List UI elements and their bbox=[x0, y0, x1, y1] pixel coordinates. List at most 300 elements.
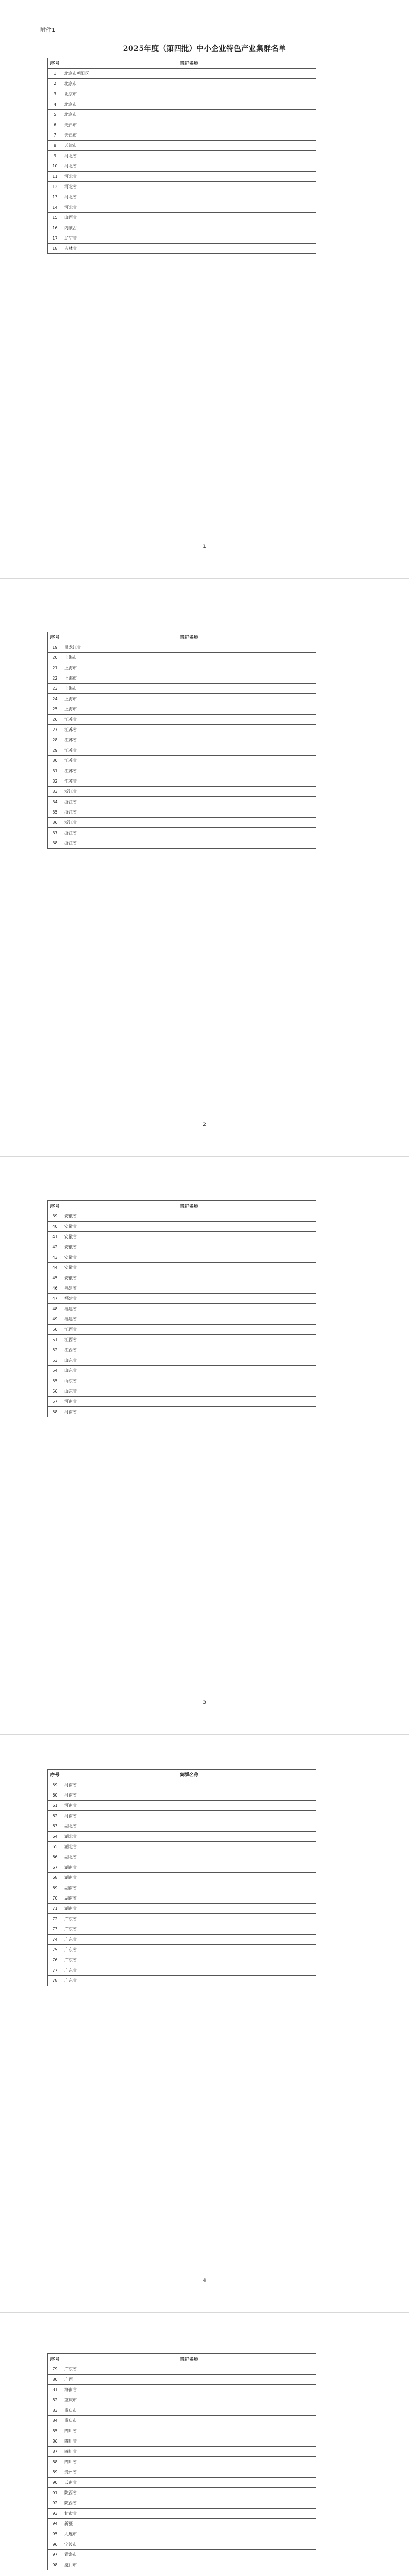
cluster-name: 河北省 bbox=[62, 202, 316, 213]
row-number: 2 bbox=[48, 79, 62, 89]
cluster-name: 河南省 bbox=[62, 1407, 316, 1417]
cluster-name: 广西 bbox=[62, 2375, 316, 2385]
table-row bbox=[48, 776, 316, 787]
page-divider bbox=[0, 2312, 409, 2313]
table-row bbox=[48, 735, 316, 745]
table-row bbox=[48, 756, 316, 766]
table-row bbox=[48, 766, 316, 776]
table-row bbox=[48, 2560, 316, 2570]
cluster-name: 四川省 bbox=[62, 2436, 316, 2447]
table-row bbox=[48, 1294, 316, 1304]
table-row bbox=[48, 694, 316, 704]
row-number: 60 bbox=[48, 1790, 62, 1801]
row-number: 51 bbox=[48, 1335, 62, 1345]
cluster-name: 安徽省 bbox=[62, 1273, 316, 1283]
row-number: 25 bbox=[48, 704, 62, 715]
cluster-name: 河南省 bbox=[62, 1397, 316, 1407]
table-row bbox=[48, 2405, 316, 2416]
row-number: 65 bbox=[48, 1842, 62, 1852]
table-row bbox=[48, 1397, 316, 1407]
cluster-name: 上海市 bbox=[62, 704, 316, 715]
cluster-name: 广东省 bbox=[62, 2364, 316, 2375]
row-number: 5 bbox=[48, 110, 62, 120]
row-number: 71 bbox=[48, 1904, 62, 1914]
row-number: 52 bbox=[48, 1345, 62, 1355]
cluster-name: 江苏省 bbox=[62, 725, 316, 735]
table-row bbox=[48, 787, 316, 797]
row-number: 88 bbox=[48, 2457, 62, 2467]
table-header-number: 序号 bbox=[48, 1201, 62, 1211]
cluster-name: 四川省 bbox=[62, 2447, 316, 2457]
row-number: 78 bbox=[48, 1976, 62, 1986]
row-number: 20 bbox=[48, 653, 62, 663]
cluster-name: 河北省 bbox=[62, 182, 316, 192]
cluster-table-page-4 bbox=[47, 1769, 316, 1986]
row-number: 24 bbox=[48, 694, 62, 704]
row-number: 28 bbox=[48, 735, 62, 745]
row-number: 73 bbox=[48, 1924, 62, 1935]
row-number: 14 bbox=[48, 202, 62, 213]
table-row bbox=[48, 1386, 316, 1397]
row-number: 97 bbox=[48, 2550, 62, 2560]
row-number: 89 bbox=[48, 2467, 62, 2478]
cluster-name: 宁波市 bbox=[62, 2539, 316, 2550]
cluster-name: 广东省 bbox=[62, 1955, 316, 1965]
table-row bbox=[48, 2498, 316, 2509]
row-number: 77 bbox=[48, 1965, 62, 1976]
table-row bbox=[48, 2447, 316, 2457]
row-number: 49 bbox=[48, 1314, 62, 1325]
table-row bbox=[48, 2385, 316, 2395]
row-number: 22 bbox=[48, 673, 62, 684]
row-number: 21 bbox=[48, 663, 62, 673]
cluster-name: 河北省 bbox=[62, 161, 316, 172]
cluster-name: 河北省 bbox=[62, 192, 316, 202]
row-number: 29 bbox=[48, 745, 62, 756]
table-row bbox=[48, 642, 316, 653]
row-number: 57 bbox=[48, 1397, 62, 1407]
table-row bbox=[48, 69, 316, 79]
row-number: 72 bbox=[48, 1914, 62, 1924]
table-row bbox=[48, 1790, 316, 1801]
table-row bbox=[48, 2364, 316, 2375]
table-row bbox=[48, 2529, 316, 2539]
row-number: 83 bbox=[48, 2405, 62, 2416]
cluster-name: 福建省 bbox=[62, 1294, 316, 1304]
row-number: 48 bbox=[48, 1304, 62, 1314]
cluster-name: 湖北省 bbox=[62, 1821, 316, 1832]
table-row bbox=[48, 2457, 316, 2467]
cluster-name: 重庆市 bbox=[62, 2395, 316, 2405]
row-number: 26 bbox=[48, 715, 62, 725]
table-row bbox=[48, 1407, 316, 1417]
cluster-name: 河北省 bbox=[62, 172, 316, 182]
cluster-name: 山东省 bbox=[62, 1386, 316, 1397]
cluster-name: 北京市 bbox=[62, 89, 316, 99]
table-row bbox=[48, 715, 316, 725]
table-header-number: 序号 bbox=[48, 632, 62, 642]
cluster-name: 陕西省 bbox=[62, 2488, 316, 2498]
row-number: 32 bbox=[48, 776, 62, 787]
table-row bbox=[48, 1945, 316, 1955]
row-number: 11 bbox=[48, 172, 62, 182]
cluster-name: 安徽省 bbox=[62, 1252, 316, 1263]
cluster-name: 山东省 bbox=[62, 1366, 316, 1376]
table-row bbox=[48, 663, 316, 673]
table-row bbox=[48, 818, 316, 828]
cluster-name: 重庆市 bbox=[62, 2416, 316, 2426]
table-row bbox=[48, 141, 316, 151]
row-number: 9 bbox=[48, 151, 62, 161]
cluster-name: 湖南省 bbox=[62, 1873, 316, 1883]
document-title: 2025年度（第四批）中小企业特色产业集群名单 bbox=[123, 45, 286, 53]
cluster-name: 辽宁省 bbox=[62, 233, 316, 244]
cluster-name: 北京市 bbox=[62, 110, 316, 120]
row-number: 38 bbox=[48, 838, 62, 849]
cluster-name: 陕西省 bbox=[62, 2498, 316, 2509]
table-row bbox=[48, 2539, 316, 2550]
row-number: 66 bbox=[48, 1852, 62, 1862]
row-number: 34 bbox=[48, 797, 62, 807]
table-row bbox=[48, 1314, 316, 1325]
row-number: 85 bbox=[48, 2426, 62, 2436]
table-row bbox=[48, 1801, 316, 1811]
table-header-number: 序号 bbox=[48, 58, 62, 69]
table-row bbox=[48, 89, 316, 99]
row-number: 96 bbox=[48, 2539, 62, 2550]
cluster-name: 福建省 bbox=[62, 1314, 316, 1325]
cluster-name: 广东省 bbox=[62, 1914, 316, 1924]
table-row bbox=[48, 1955, 316, 1965]
cluster-name: 湖北省 bbox=[62, 1832, 316, 1842]
table-header-number: 序号 bbox=[48, 2354, 62, 2364]
table-row bbox=[48, 1273, 316, 1283]
row-number: 62 bbox=[48, 1811, 62, 1821]
cluster-name: 浙江省 bbox=[62, 838, 316, 849]
table-row bbox=[48, 182, 316, 192]
table-row bbox=[48, 1883, 316, 1893]
page-number: 2 bbox=[203, 1122, 206, 1127]
row-number: 87 bbox=[48, 2447, 62, 2457]
table-row bbox=[48, 202, 316, 213]
table-row bbox=[48, 1904, 316, 1914]
table-row bbox=[48, 1232, 316, 1242]
cluster-name: 上海市 bbox=[62, 663, 316, 673]
table-row bbox=[48, 1935, 316, 1945]
cluster-name: 江苏省 bbox=[62, 735, 316, 745]
cluster-name: 安徽省 bbox=[62, 1242, 316, 1252]
cluster-name: 内蒙古 bbox=[62, 223, 316, 233]
row-number: 75 bbox=[48, 1945, 62, 1955]
table-row bbox=[48, 1355, 316, 1366]
row-number: 18 bbox=[48, 244, 62, 254]
cluster-table-page-5 bbox=[47, 2353, 316, 2570]
row-number: 76 bbox=[48, 1955, 62, 1965]
cluster-name: 上海市 bbox=[62, 673, 316, 684]
cluster-name: 青岛市 bbox=[62, 2550, 316, 2560]
table-row bbox=[48, 1914, 316, 1924]
cluster-name: 上海市 bbox=[62, 694, 316, 704]
table-row bbox=[48, 1345, 316, 1355]
cluster-name: 湖南省 bbox=[62, 1883, 316, 1893]
cluster-name: 天津市 bbox=[62, 130, 316, 141]
table-header-name: 集群名称 bbox=[62, 58, 316, 69]
table-row bbox=[48, 1242, 316, 1252]
row-number: 16 bbox=[48, 223, 62, 233]
table-row bbox=[48, 1873, 316, 1883]
cluster-name: 浙江省 bbox=[62, 828, 316, 838]
row-number: 94 bbox=[48, 2519, 62, 2529]
cluster-name: 北京市 bbox=[62, 79, 316, 89]
table-row bbox=[48, 2519, 316, 2529]
row-number: 35 bbox=[48, 807, 62, 818]
table-row bbox=[48, 213, 316, 223]
cluster-name: 安徽省 bbox=[62, 1222, 316, 1232]
cluster-name: 贵州省 bbox=[62, 2467, 316, 2478]
row-number: 63 bbox=[48, 1821, 62, 1832]
page-divider bbox=[0, 578, 409, 579]
table-row bbox=[48, 223, 316, 233]
row-number: 27 bbox=[48, 725, 62, 735]
row-number: 46 bbox=[48, 1283, 62, 1294]
row-number: 58 bbox=[48, 1407, 62, 1417]
cluster-name: 福建省 bbox=[62, 1304, 316, 1314]
row-number: 41 bbox=[48, 1232, 62, 1242]
cluster-table-page-3 bbox=[47, 1200, 316, 1417]
row-number: 4 bbox=[48, 99, 62, 110]
page-number: 4 bbox=[203, 2278, 206, 2283]
table-row bbox=[48, 1976, 316, 1986]
cluster-table-page-2 bbox=[47, 632, 316, 849]
table-row bbox=[48, 2416, 316, 2426]
cluster-name: 天津市 bbox=[62, 141, 316, 151]
table-row bbox=[48, 2509, 316, 2519]
table-row bbox=[48, 2426, 316, 2436]
cluster-name: 湖南省 bbox=[62, 1862, 316, 1873]
table-header-name: 集群名称 bbox=[62, 1201, 316, 1211]
row-number: 7 bbox=[48, 130, 62, 141]
row-number: 12 bbox=[48, 182, 62, 192]
row-number: 54 bbox=[48, 1366, 62, 1376]
cluster-name: 重庆市 bbox=[62, 2405, 316, 2416]
table-row bbox=[48, 828, 316, 838]
row-number: 53 bbox=[48, 1355, 62, 1366]
table-row bbox=[48, 244, 316, 254]
row-number: 10 bbox=[48, 161, 62, 172]
table-row bbox=[48, 2478, 316, 2488]
row-number: 70 bbox=[48, 1893, 62, 1904]
cluster-name: 四川省 bbox=[62, 2426, 316, 2436]
table-row bbox=[48, 725, 316, 735]
table-row bbox=[48, 1366, 316, 1376]
row-number: 36 bbox=[48, 818, 62, 828]
row-number: 84 bbox=[48, 2416, 62, 2426]
row-number: 95 bbox=[48, 2529, 62, 2539]
table-row bbox=[48, 1852, 316, 1862]
row-number: 80 bbox=[48, 2375, 62, 2385]
table-row bbox=[48, 1780, 316, 1790]
table-row bbox=[48, 79, 316, 89]
table-row bbox=[48, 1252, 316, 1263]
cluster-name: 广东省 bbox=[62, 1924, 316, 1935]
cluster-name: 山西省 bbox=[62, 213, 316, 223]
table-row bbox=[48, 1335, 316, 1345]
cluster-name: 广东省 bbox=[62, 1935, 316, 1945]
table-row bbox=[48, 1263, 316, 1273]
table-row bbox=[48, 2436, 316, 2447]
table-row bbox=[48, 1325, 316, 1335]
row-number: 82 bbox=[48, 2395, 62, 2405]
cluster-name: 江苏省 bbox=[62, 745, 316, 756]
cluster-name: 河北省 bbox=[62, 151, 316, 161]
row-number: 47 bbox=[48, 1294, 62, 1304]
cluster-name: 新疆 bbox=[62, 2519, 316, 2529]
cluster-name: 湖南省 bbox=[62, 1904, 316, 1914]
table-row bbox=[48, 2375, 316, 2385]
cluster-name: 吉林省 bbox=[62, 244, 316, 254]
table-row bbox=[48, 797, 316, 807]
cluster-name: 黑龙江省 bbox=[62, 642, 316, 653]
cluster-name: 上海市 bbox=[62, 684, 316, 694]
table-row bbox=[48, 1222, 316, 1232]
cluster-name: 北京市 bbox=[62, 99, 316, 110]
row-number: 86 bbox=[48, 2436, 62, 2447]
table-row bbox=[48, 161, 316, 172]
row-number: 55 bbox=[48, 1376, 62, 1386]
row-number: 6 bbox=[48, 120, 62, 130]
page-divider bbox=[0, 1156, 409, 1157]
row-number: 61 bbox=[48, 1801, 62, 1811]
cluster-name: 安徽省 bbox=[62, 1211, 316, 1222]
table-row bbox=[48, 1304, 316, 1314]
table-header-number: 序号 bbox=[48, 1770, 62, 1780]
table-row bbox=[48, 1924, 316, 1935]
table-row bbox=[48, 1283, 316, 1294]
table-header-name: 集群名称 bbox=[62, 1770, 316, 1780]
row-number: 42 bbox=[48, 1242, 62, 1252]
row-number: 17 bbox=[48, 233, 62, 244]
cluster-name: 厦门市 bbox=[62, 2560, 316, 2570]
row-number: 91 bbox=[48, 2488, 62, 2498]
cluster-table-page-1 bbox=[47, 58, 316, 254]
table-row bbox=[48, 172, 316, 182]
attachment-label: 附件1 bbox=[40, 27, 55, 33]
row-number: 68 bbox=[48, 1873, 62, 1883]
cluster-name: 江苏省 bbox=[62, 715, 316, 725]
page-divider bbox=[0, 1734, 409, 1735]
row-number: 92 bbox=[48, 2498, 62, 2509]
row-number: 13 bbox=[48, 192, 62, 202]
table-row bbox=[48, 1965, 316, 1976]
cluster-name: 江苏省 bbox=[62, 776, 316, 787]
table-row bbox=[48, 745, 316, 756]
cluster-name: 海南省 bbox=[62, 2385, 316, 2395]
cluster-name: 上海市 bbox=[62, 653, 316, 663]
cluster-name: 广东省 bbox=[62, 1976, 316, 1986]
page-number: 1 bbox=[203, 544, 206, 549]
cluster-name: 湖北省 bbox=[62, 1852, 316, 1862]
table-row bbox=[48, 1821, 316, 1832]
row-number: 64 bbox=[48, 1832, 62, 1842]
row-number: 23 bbox=[48, 684, 62, 694]
row-number: 3 bbox=[48, 89, 62, 99]
table-row bbox=[48, 653, 316, 663]
cluster-name: 江西省 bbox=[62, 1325, 316, 1335]
row-number: 74 bbox=[48, 1935, 62, 1945]
cluster-name: 江苏省 bbox=[62, 766, 316, 776]
cluster-name: 山东省 bbox=[62, 1355, 316, 1366]
cluster-name: 安徽省 bbox=[62, 1263, 316, 1273]
cluster-name: 浙江省 bbox=[62, 787, 316, 797]
cluster-name: 河南省 bbox=[62, 1780, 316, 1790]
row-number: 31 bbox=[48, 766, 62, 776]
cluster-name: 广东省 bbox=[62, 1945, 316, 1955]
table-row bbox=[48, 2488, 316, 2498]
table-header-name: 集群名称 bbox=[62, 632, 316, 642]
table-row bbox=[48, 838, 316, 849]
cluster-name: 安徽省 bbox=[62, 1232, 316, 1242]
table-row bbox=[48, 151, 316, 161]
cluster-name: 甘肃省 bbox=[62, 2509, 316, 2519]
table-row bbox=[48, 2550, 316, 2560]
cluster-name: 河南省 bbox=[62, 1790, 316, 1801]
cluster-name: 河南省 bbox=[62, 1801, 316, 1811]
table-row bbox=[48, 233, 316, 244]
cluster-name: 湖南省 bbox=[62, 1893, 316, 1904]
table-row bbox=[48, 2467, 316, 2478]
row-number: 33 bbox=[48, 787, 62, 797]
row-number: 43 bbox=[48, 1252, 62, 1263]
row-number: 30 bbox=[48, 756, 62, 766]
row-number: 59 bbox=[48, 1780, 62, 1790]
cluster-name: 江西省 bbox=[62, 1335, 316, 1345]
cluster-name: 湖北省 bbox=[62, 1842, 316, 1852]
row-number: 79 bbox=[48, 2364, 62, 2375]
cluster-name: 浙江省 bbox=[62, 797, 316, 807]
row-number: 37 bbox=[48, 828, 62, 838]
row-number: 44 bbox=[48, 1263, 62, 1273]
row-number: 81 bbox=[48, 2385, 62, 2395]
table-row bbox=[48, 1811, 316, 1821]
row-number: 8 bbox=[48, 141, 62, 151]
table-row bbox=[48, 130, 316, 141]
cluster-name: 河南省 bbox=[62, 1811, 316, 1821]
table-row bbox=[48, 1842, 316, 1852]
cluster-name: 江西省 bbox=[62, 1345, 316, 1355]
table-row bbox=[48, 2395, 316, 2405]
cluster-name: 江苏省 bbox=[62, 756, 316, 766]
table-row bbox=[48, 684, 316, 694]
row-number: 90 bbox=[48, 2478, 62, 2488]
table-row bbox=[48, 807, 316, 818]
row-number: 69 bbox=[48, 1883, 62, 1893]
table-row bbox=[48, 192, 316, 202]
table-row bbox=[48, 1832, 316, 1842]
table-row bbox=[48, 1211, 316, 1222]
table-row bbox=[48, 110, 316, 120]
cluster-name: 山东省 bbox=[62, 1376, 316, 1386]
cluster-name: 福建省 bbox=[62, 1283, 316, 1294]
table-row bbox=[48, 673, 316, 684]
table-row bbox=[48, 1862, 316, 1873]
cluster-name: 四川省 bbox=[62, 2457, 316, 2467]
table-header-name: 集群名称 bbox=[62, 2354, 316, 2364]
row-number: 67 bbox=[48, 1862, 62, 1873]
cluster-name: 天津市 bbox=[62, 120, 316, 130]
page-number: 3 bbox=[203, 1700, 206, 1705]
cluster-name: 北京市朝阳区 bbox=[62, 69, 316, 79]
cluster-name: 云南省 bbox=[62, 2478, 316, 2488]
